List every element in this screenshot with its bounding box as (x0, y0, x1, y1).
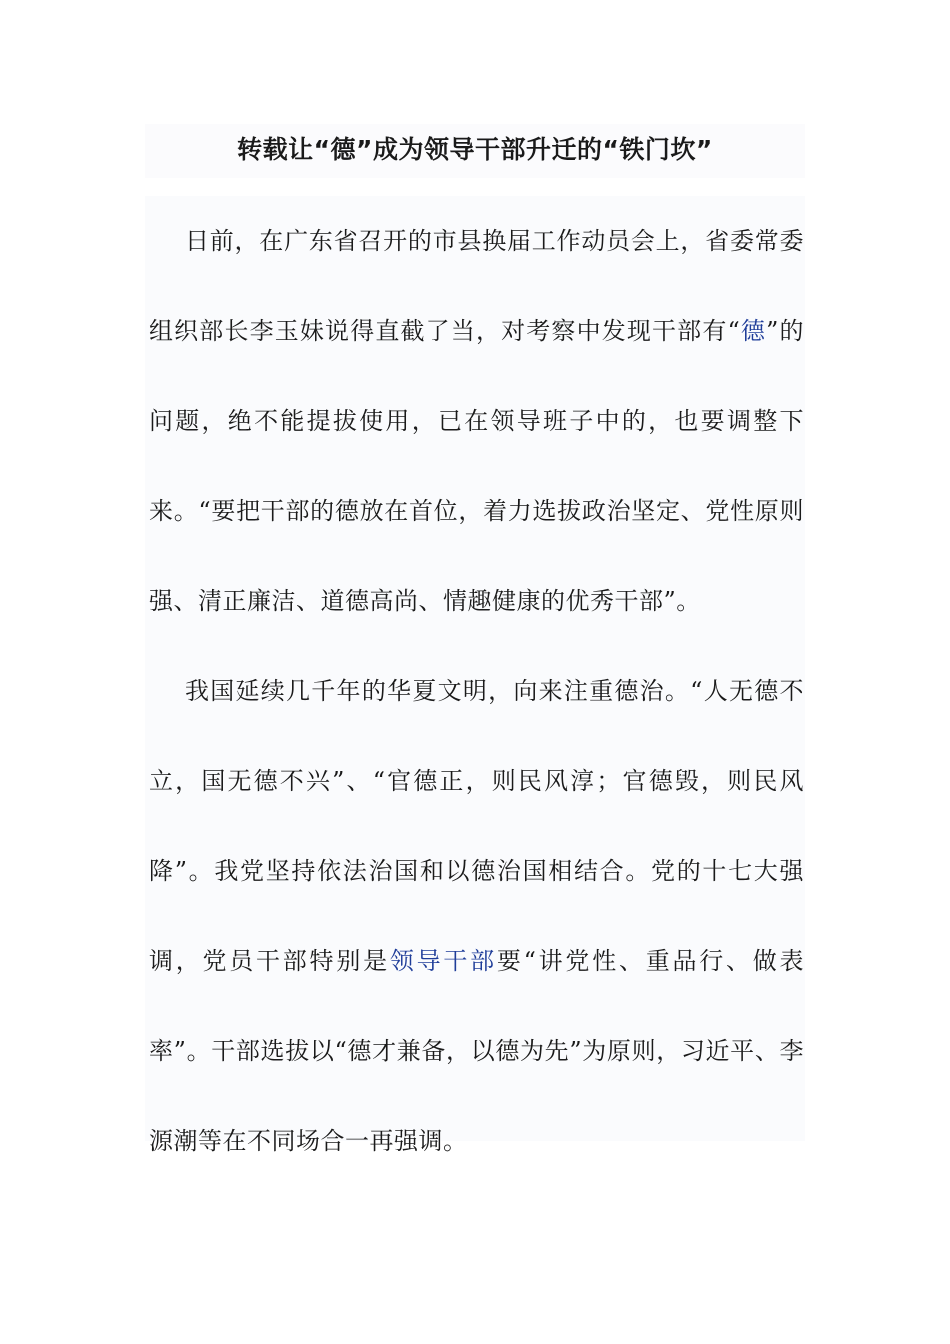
paragraph-1-text-b: ”的问题，绝不能提拔使用，已在领导班子中的，也要调整下来。“要把干部的德放在首位，着力选拔政治坚定、党性原则强、清正廉洁、道德高尚、情趣健康的优秀干部”。 (149, 317, 804, 615)
paragraph-2-text-b: 要“讲党性、重品行、做表率”。干部选拔以“德才兼备，以德为先”为原则，习近平、李源潮等在不同场合一再强调。 (149, 947, 805, 1155)
paragraph-2-text-a: 我国延续几千年的华夏文明，向来注重德治。“人无德不立，国无德不兴”、“官德正，则民风淳；官德毁，则民风降”。我党坚持依法治国和以德治国相结合。党的十七大强调，党员干部特别是 (149, 677, 804, 975)
paragraph-2 (149, 646, 804, 1186)
keyword-link-de[interactable]: 德 (740, 317, 767, 345)
keyword-link-leading-cadres[interactable]: 领导干部 (389, 947, 497, 975)
paragraph-1-text-a: 日前，在广东省召开的市县换届工作动员会上，省委常委组织部长李玉妹说得直截了当，对考察中发现干部有“ (149, 227, 804, 345)
paragraph-1 (149, 196, 804, 646)
document-title: 转载让“德”成为领导干部升迁的“铁门坎” (237, 135, 713, 164)
document-body (149, 196, 804, 1186)
